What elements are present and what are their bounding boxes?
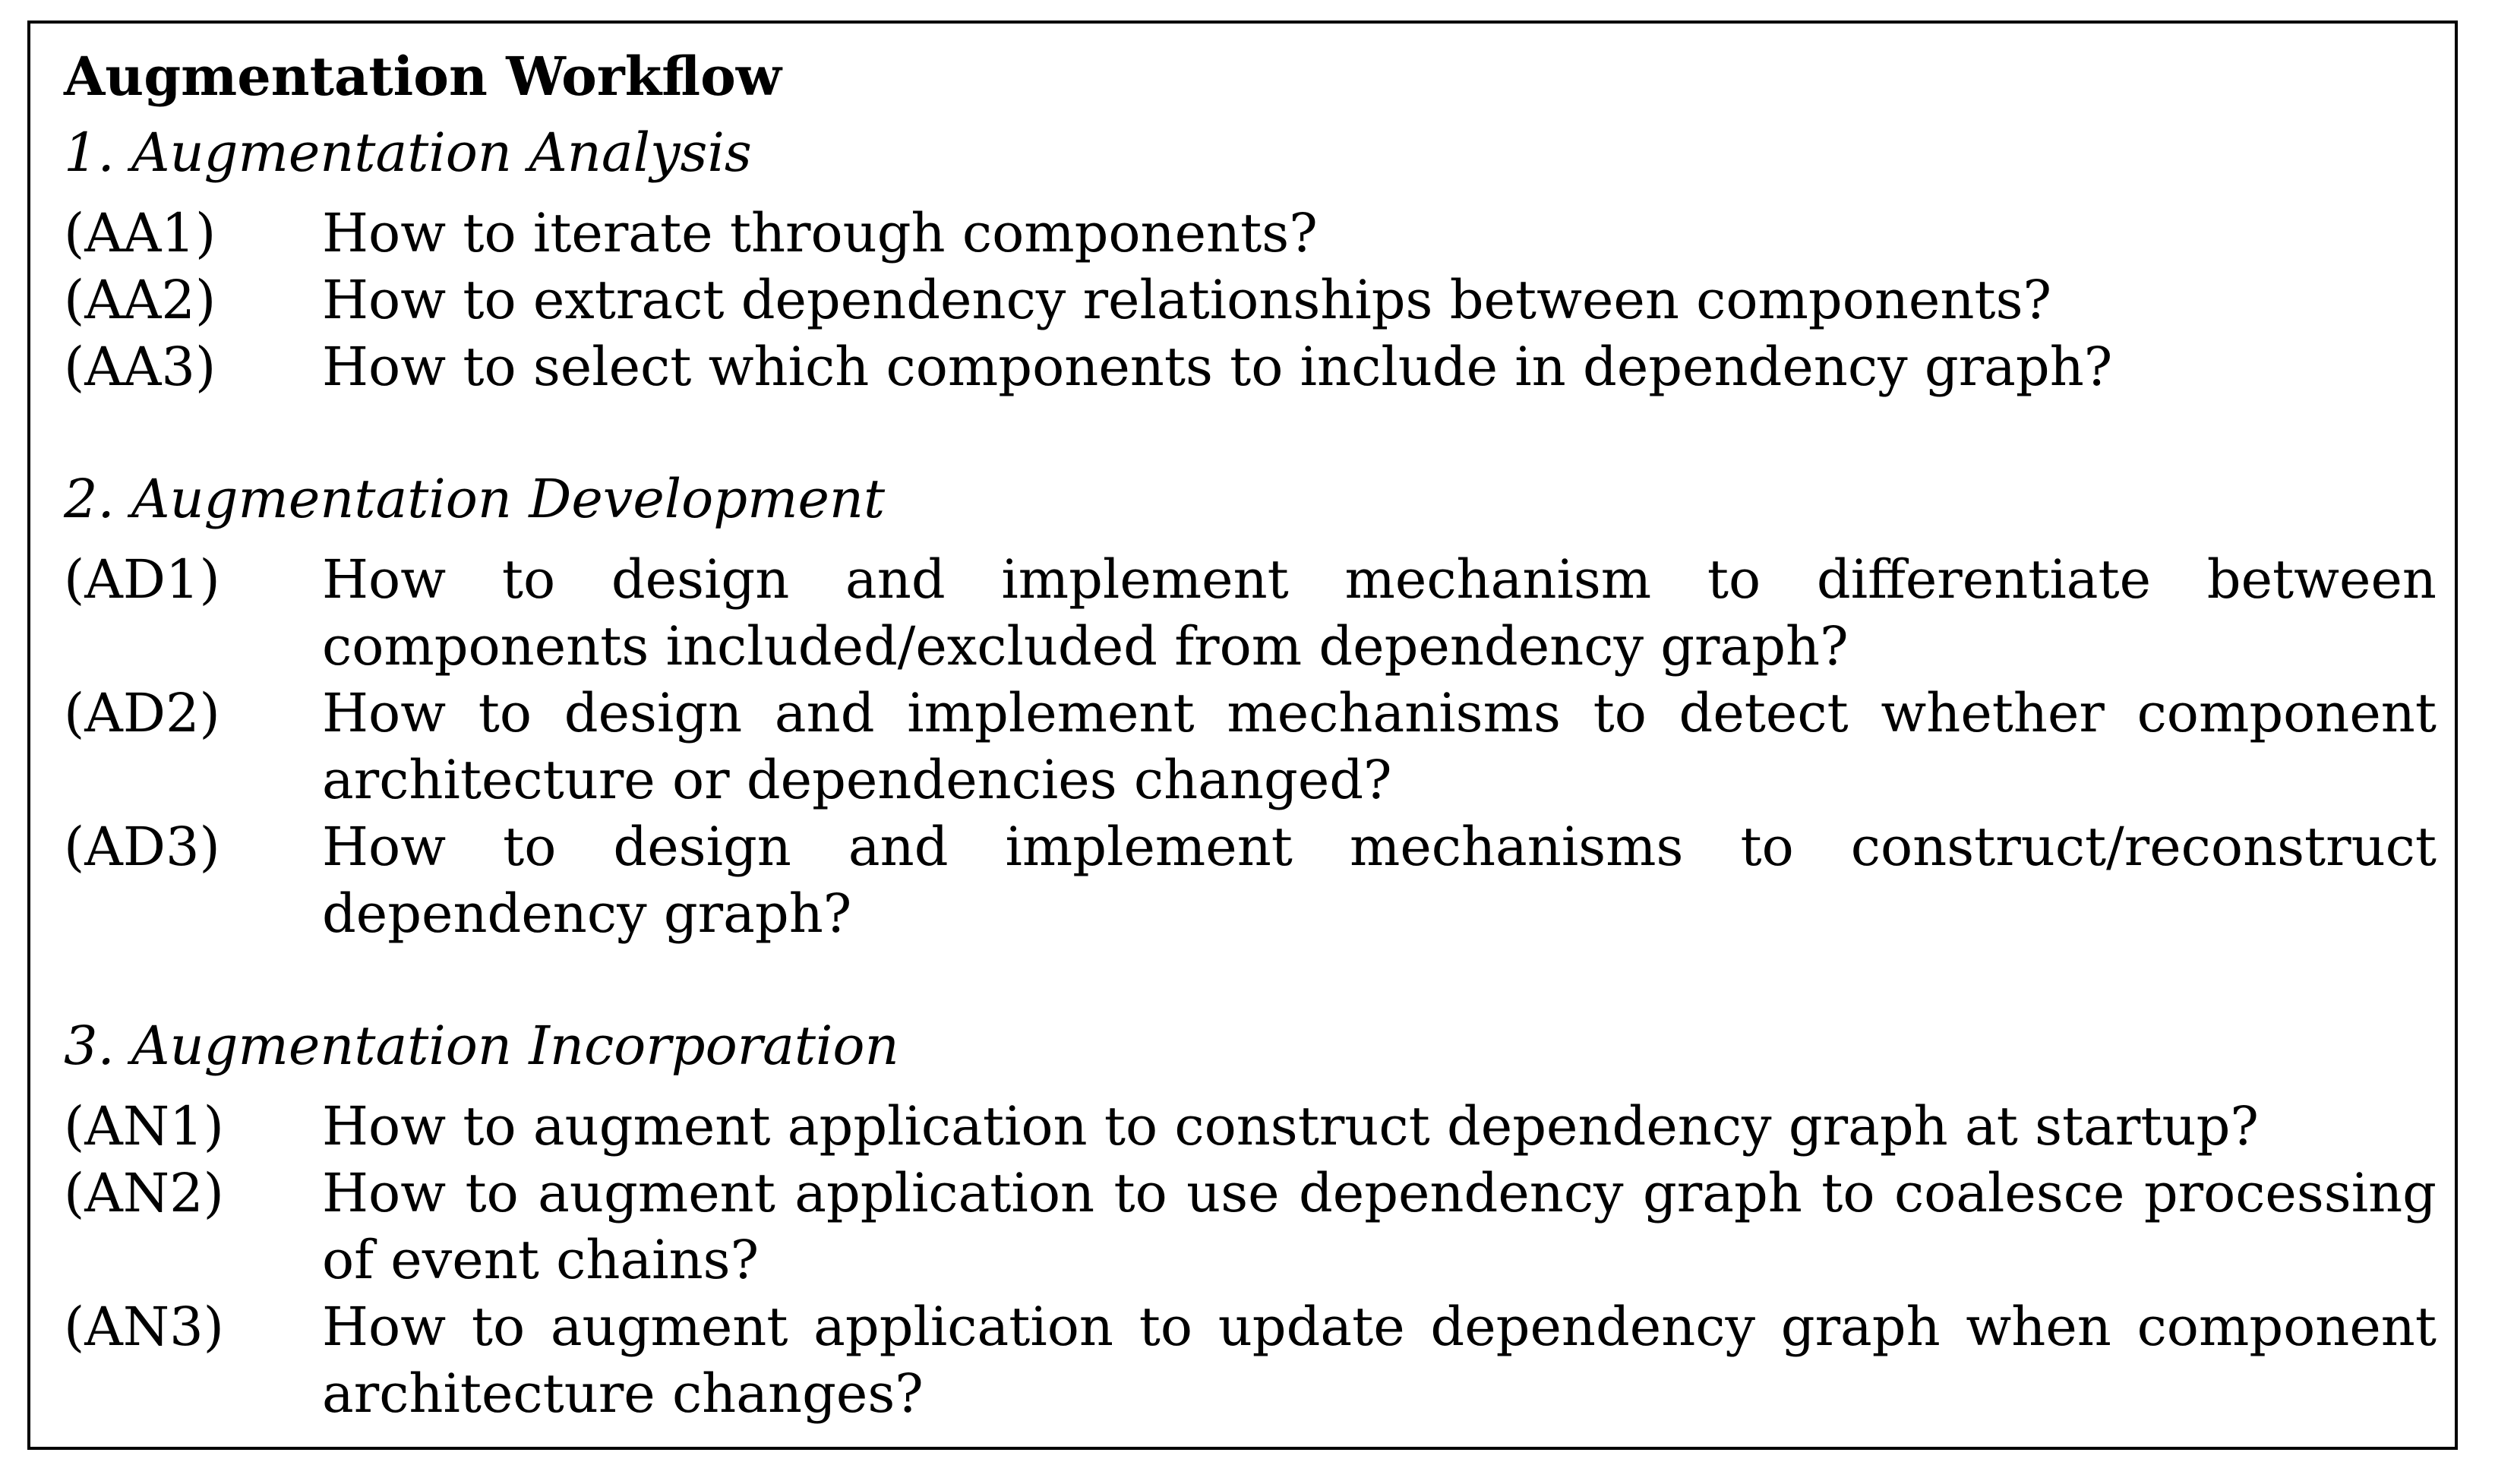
item-text: How to augment application to use dependency graph to coalesce processing of event chains? (322, 1162, 2437, 1291)
item-text: How to design and implement mechanisms to detect whether component architecture or dependencies changed? (322, 682, 2437, 811)
list-item (64, 546, 2437, 680)
section-heading: 3. Augmentation Incorporation (64, 1015, 899, 1077)
item-id: (AN3) (64, 1296, 224, 1358)
list-item (64, 1093, 2437, 1160)
item-text: How to augment application to construct dependency graph at startup? (322, 1095, 2259, 1157)
list-item (64, 333, 2437, 400)
item-id: (AD1) (64, 548, 220, 611)
list-item (64, 267, 2437, 333)
section-heading: 1. Augmentation Analysis (64, 122, 752, 184)
item-id: (AD2) (64, 682, 220, 744)
item-id: (AA2) (64, 269, 216, 331)
item-text: How to extract dependency relationships between components? (322, 269, 2052, 331)
list-item (64, 1160, 2437, 1293)
item-text: How to design and implement mechanism to differentiate between components included/excluded from dependency graph? (322, 548, 2437, 677)
item-id: (AD3) (64, 816, 220, 878)
item-text: How to augment application to update dependency graph when component architecture changes? (322, 1296, 2437, 1425)
item-id: (AN1) (64, 1095, 224, 1157)
item-id: (AN2) (64, 1162, 224, 1224)
item-id: (AA3) (64, 336, 216, 398)
section-augmentation-incorporation (64, 1008, 2437, 1427)
list-item (64, 680, 2437, 813)
item-text: How to select which components to include in dependency graph? (322, 336, 2113, 398)
workflow-title: Augmentation Workflow (64, 45, 782, 108)
section-augmentation-analysis (64, 115, 2437, 400)
list-item (64, 813, 2437, 947)
workflow-box (27, 21, 2458, 1450)
item-text: How to design and implement mechanisms to construct/reconstruct dependency graph? (322, 816, 2437, 945)
list-item (64, 1293, 2437, 1427)
list-item (64, 200, 2437, 267)
workflow-content (64, 39, 2437, 1427)
item-text: How to iterate through components? (322, 202, 1318, 264)
section-augmentation-development (64, 461, 2437, 947)
section-heading: 2. Augmentation Development (64, 468, 886, 530)
item-id: (AA1) (64, 202, 216, 264)
